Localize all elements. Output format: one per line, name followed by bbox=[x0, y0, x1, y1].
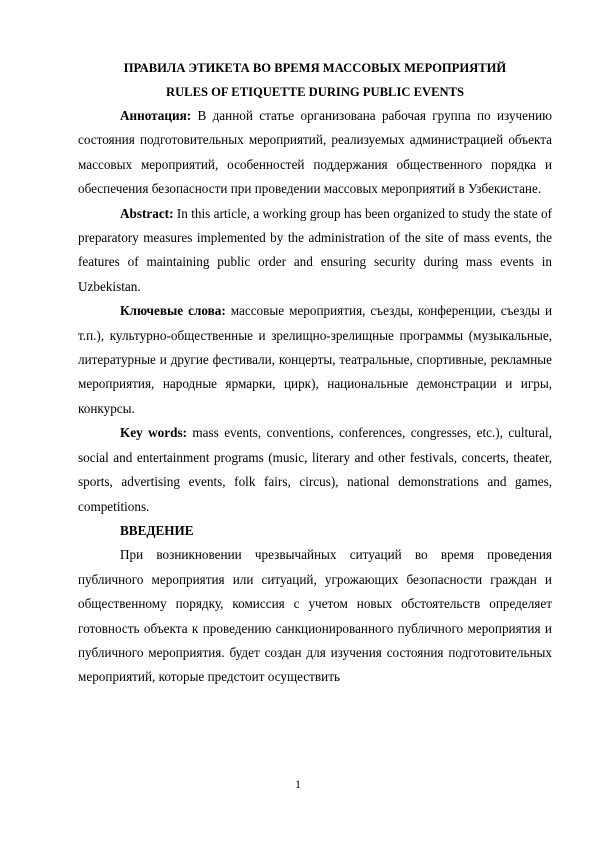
keywords-en-text: mass events, conventions, conferences, congresses, etc.), cultural, social and entertainment programs (music, literary and other festivals, concerts, theater, sports, advertising events, folk fairs, circus), national demonstrations and games, competitions. bbox=[78, 425, 552, 514]
document-page bbox=[78, 56, 552, 690]
annotation-label: Аннотация: bbox=[120, 108, 192, 123]
abstract-label: Abstract: bbox=[120, 205, 174, 221]
keywords-ru-label: Ключевые слова: bbox=[120, 303, 226, 319]
title-english: RULES OF ETIQUETTE DURING PUBLIC EVENTS bbox=[165, 85, 464, 99]
introduction-paragraph: При возникновении чрезвычайных ситуаций во время проведения публичного мероприятия или ситуаций, угрожающих безопасности граждан и общественному порядку, комиссия с учетом новых обстоятельств определяет готовность объекта к проведению санкционированного публичного мероприятия и публичного мероприятия. будет создан для изучения состояния подготовительных мероприятий, которые предстоит осуществить bbox=[78, 547, 552, 685]
annotation-text: В данной статье организована рабочая группа по изучению состояния подготовительных мероприятий, реализуемых администрацией объекта массовых мероприятий, особенностей поддержания общественного порядка и обеспечения безопасности при проведении массовых мероприятий в Узбекистане. bbox=[78, 108, 552, 197]
introduction-heading: ВВЕДЕНИЕ bbox=[120, 522, 194, 538]
keywords-ru-text: массовые мероприятия, съезды, конференции, съезды и т.п.), культурно-общественные и зрелищно-зрелищные программы (музыкальные, литературные и другие фестивали, концерты, театральные, спортивные, рекламные мероприятия, народные ярмарки, цирк), национальные демонстрации и игры, конкурсы. bbox=[78, 303, 552, 416]
abstract-paragraph bbox=[78, 202, 552, 300]
keywords-en-paragraph bbox=[78, 421, 552, 519]
keywords-en-label: Key words: bbox=[120, 425, 187, 441]
title-russian: ПРАВИЛА ЭТИКЕТА ВО ВРЕМЯ МАССОВЫХ МЕРОПРИЯТИЙ bbox=[123, 61, 507, 75]
abstract-text: In this article, a working group has been organized to study the state of preparatory measures implemented by the administration of the site of mass events, the features of maintaining public order and ensuring security during mass events in Uzbekistan. bbox=[78, 205, 552, 294]
keywords-ru-paragraph bbox=[78, 299, 552, 421]
annotation-paragraph bbox=[78, 104, 552, 202]
page-number: 1 bbox=[295, 779, 301, 791]
